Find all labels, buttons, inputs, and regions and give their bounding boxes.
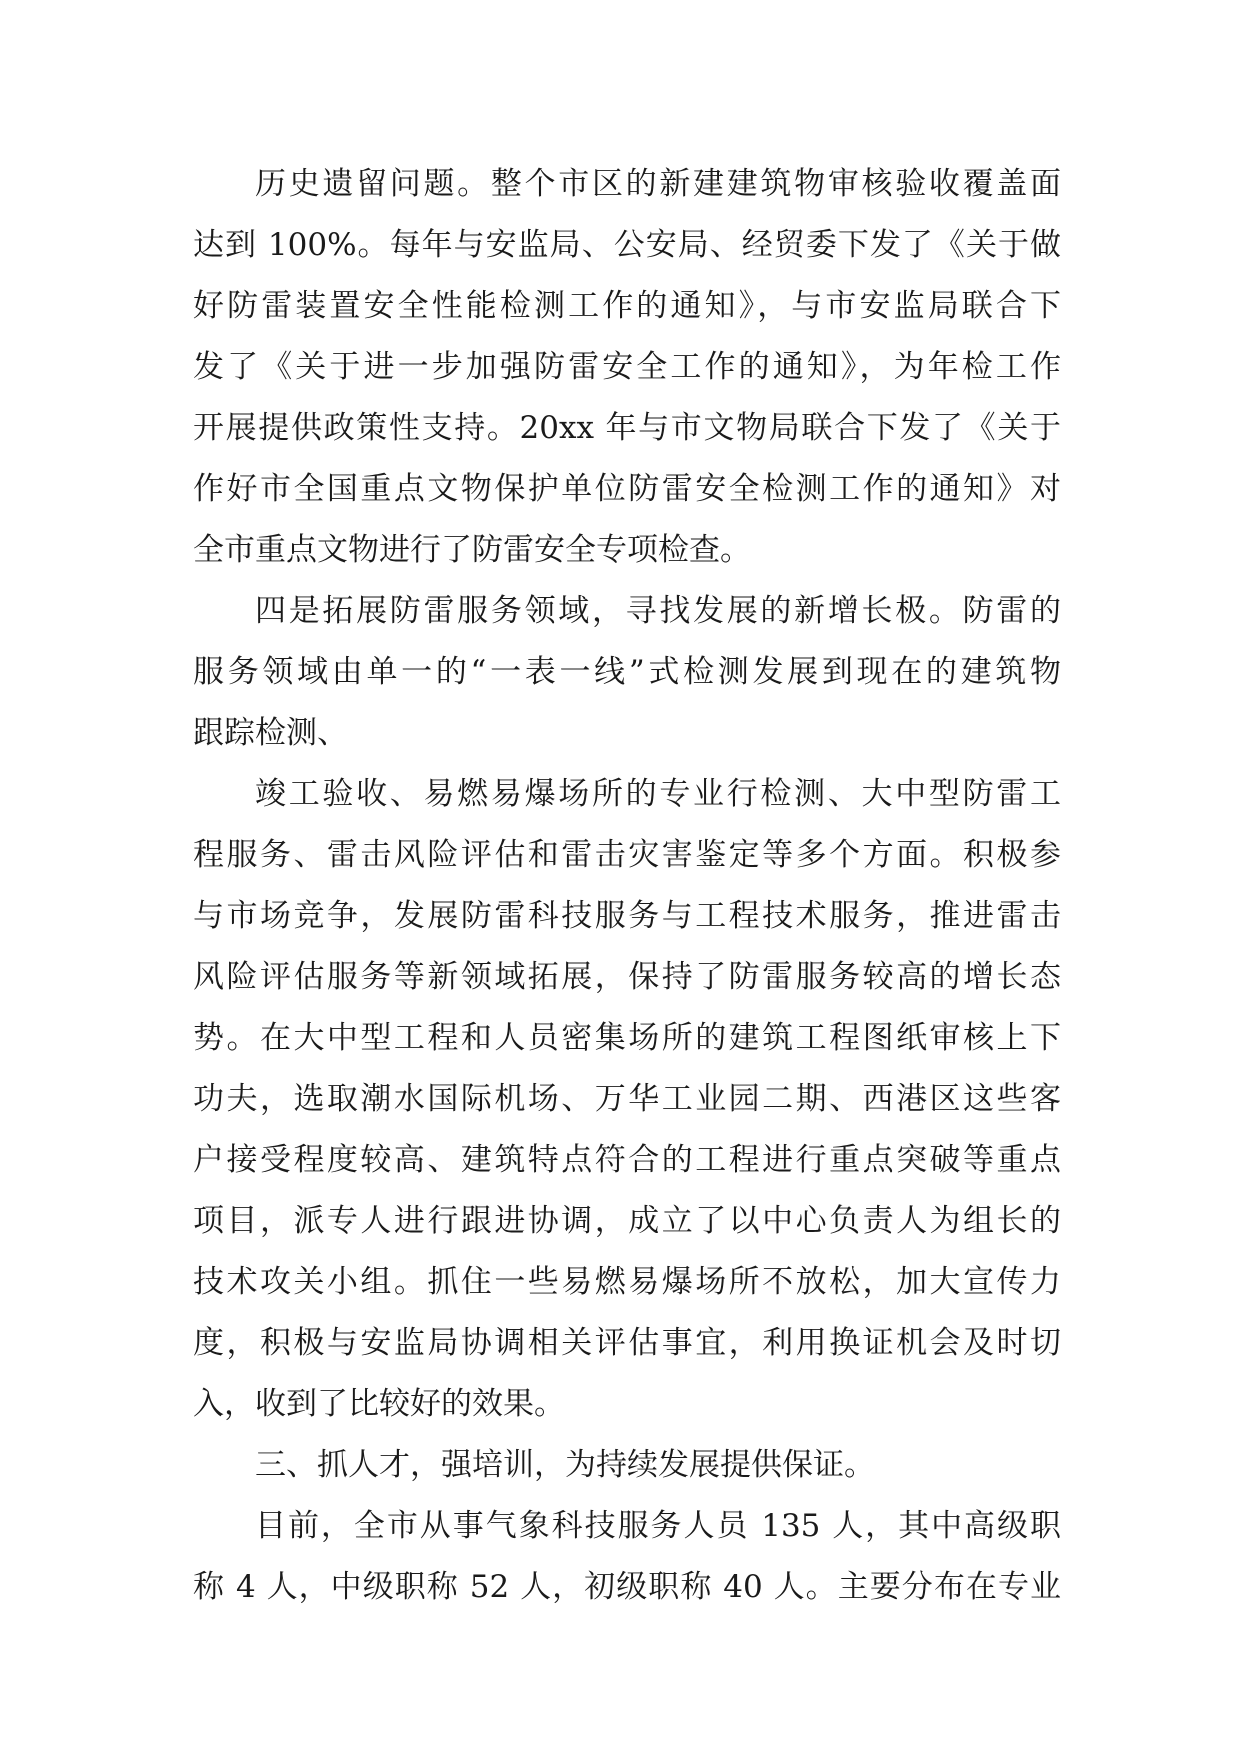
text-line: 三、抓人才，强培训，为持续发展提供保证。 bbox=[255, 1447, 875, 1483]
text-line: 目前，全市从事气象科技服务人员 135 人，其中高级职 bbox=[255, 1508, 1061, 1544]
text-line: 达到 100%。每年与安监局、公安局、经贸委下发了《关于做 bbox=[193, 227, 1061, 263]
document-body bbox=[193, 154, 1061, 1618]
text-line: 度，积极与安监局协调相关评估事宜，利用换证机会及时切 bbox=[193, 1325, 1061, 1361]
text-line: 历史遗留问题。整个市区的新建建筑物审核验收覆盖面 bbox=[255, 166, 1061, 202]
text-line: 势。在大中型工程和人员密集场所的建筑工程图纸审核上下 bbox=[193, 1020, 1061, 1056]
text-line: 四是拓展防雷服务领域，寻找发展的新增长极。防雷的 bbox=[255, 593, 1061, 629]
text-line: 跟踪检测、 bbox=[193, 715, 348, 751]
text-line: 入，收到了比较好的效果。 bbox=[193, 1386, 565, 1422]
text-line: 与市场竞争，发展防雷科技服务与工程技术服务，推进雷击 bbox=[193, 898, 1061, 934]
text-line: 技术攻关小组。抓住一些易燃易爆场所不放松，加大宣传力 bbox=[193, 1264, 1061, 1300]
text-line: 功夫，选取潮水国际机场、万华工业园二期、西港区这些客 bbox=[193, 1081, 1061, 1117]
text-line: 开展提供政策性支持。20xx 年与市文物局联合下发了《关于 bbox=[193, 410, 1061, 446]
text-line: 项目，派专人进行跟进协调，成立了以中心负责人为组长的 bbox=[193, 1203, 1061, 1239]
text-line: 称 4 人，中级职称 52 人，初级职称 40 人。主要分布在专业 bbox=[193, 1569, 1061, 1605]
text-line: 全市重点文物进行了防雷安全专项检查。 bbox=[193, 532, 751, 568]
text-line: 户接受程度较高、建筑特点符合的工程进行重点突破等重点 bbox=[193, 1142, 1061, 1178]
text-line: 程服务、雷击风险评估和雷击灾害鉴定等多个方面。积极参 bbox=[193, 837, 1061, 873]
text-line: 好防雷装置安全性能检测工作的通知》，与市安监局联合下 bbox=[193, 288, 1061, 324]
text-line: 竣工验收、易燃易爆场所的专业行检测、大中型防雷工 bbox=[255, 776, 1061, 812]
text-line: 服务领域由单一的“一表一线”式检测发展到现在的建筑物 bbox=[193, 654, 1061, 690]
text-line: 风险评估服务等新领域拓展，保持了防雷服务较高的增长态 bbox=[193, 959, 1061, 995]
text-line: 发了《关于进一步加强防雷安全工作的通知》，为年检工作 bbox=[193, 349, 1061, 385]
text-line: 作好市全国重点文物保护单位防雷安全检测工作的通知》对 bbox=[193, 471, 1061, 507]
